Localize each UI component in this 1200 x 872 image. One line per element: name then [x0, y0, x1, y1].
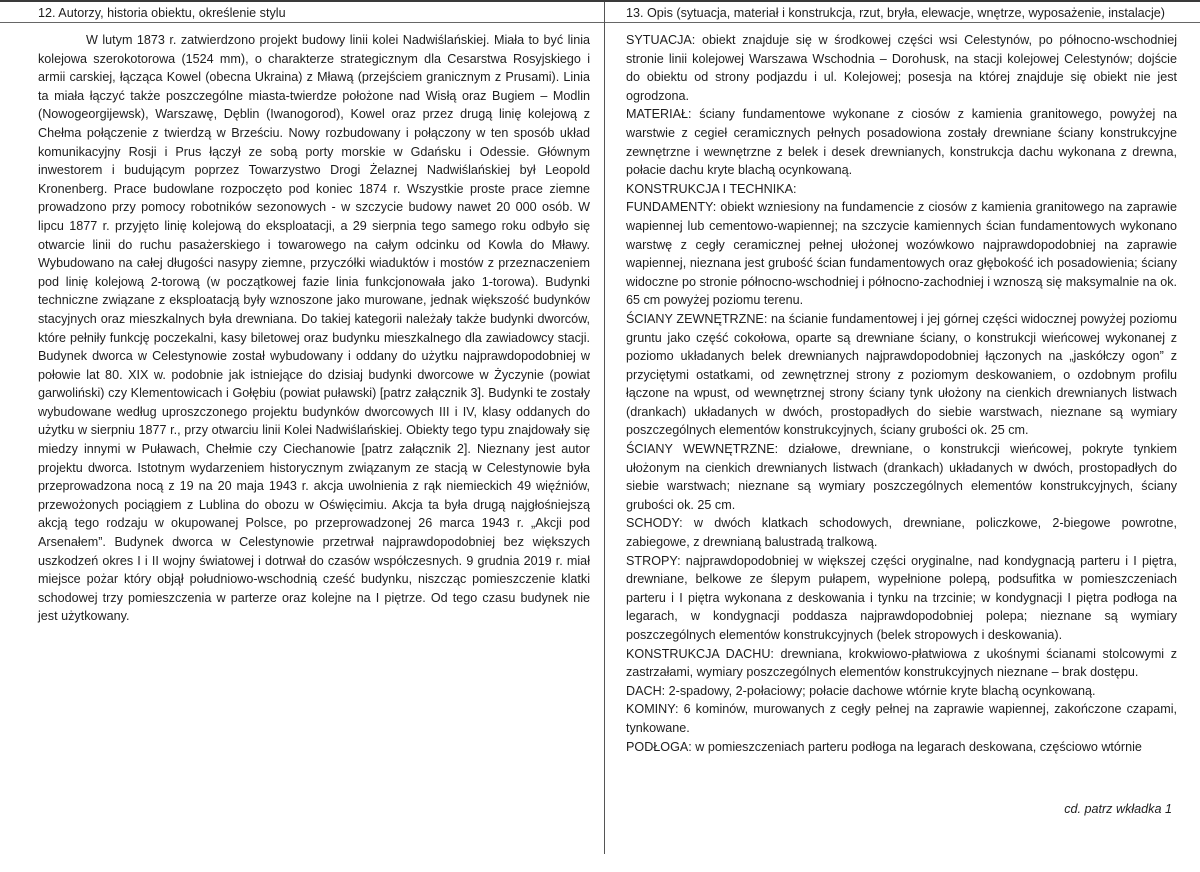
history-text	[38, 31, 590, 626]
situation-paragraph: SYTUACJA: obiekt znajduje się w środkowej części wsi Celestynów, po północno-wschodniej stronie linii kolejowej Warszawa Wschodnia – Dorohusk, na stacji kolejowej Celestynów; dojście do obiektu od strony podjazdu i ul. Kolejowej; posesja na której znajduje się obiekt nie jest ogrodzona.	[626, 33, 1177, 103]
foundations-paragraph: FUNDAMENTY: obiekt wzniesiony na fundamencie z ciosów z kamienia granitowego na zaprawie wapiennej lub cementowo-wapiennej; na szczycie kamiennych ścian fundamentowych wykonano warstwę z cegły ceramicznej pełnej ułożonej wozówkowo najprawdopodobniej na zaprawie wapiennej, nieznana jest grubość ścian fundamentowych oraz głębokość ich posadowienia; ściany widoczne po stronie północno-wschodniej i północno-zachodniej i wznoszą się maksymalnie na ok. 65 cm powyżej poziomu terenu.	[626, 200, 1177, 308]
roof-paragraph: DACH: 2-spadowy, 2-połaciowy; połacie dachowe wtórnie kryte blachą ocynkowaną.	[626, 683, 1096, 698]
history-paragraph: W lutym 1873 r. zatwierdzono projekt budowy linii kolei Nadwiślańskiej. Miała to być linia kolejowa szerokotorowa (1524 mm), o charakterze strategicznym dla Cesarstwa Rosyjskiego i armii carskiej, łącząca Kowel (obecna Ukraina) z Mławą (przejściem granicznym z Prusami). Linia ta miała łączyć także poszczególne miasta-twierdze położone nad Wisłą oraz Bugiem – Modlin (Nowogeorgijewsk), Warszawę, Dęblin (Iwanogorod), Kowel oraz przez drugą linię kolejową z Chełma połączenie z twierdzą w Brześciu. Nowy rozbudowany i połączony w ten sposób układ komunikacyjny Rosji i Prus łączył ze sobą porty morskie w Gdańsku i Odessie. Głównym inwestorem i budującym poprzez Towarzystwo Drogi Żelaznej Nadwiślańskiej był Leopold Kronenberg. Prace budowlane rozpoczęto pod koniec 1874 r. Wszystkie proste prace ziemne prowadzono przy pomocy robotników sezonowych - w szczycie budowy nawet 20 000 osób. W lipcu 1877 r. przyjęto linię kolejową do eksploatacji, a 29 sierpnia tego samego roku odbyło się otwarcie linii do ruchu pasażerskiego i towarowego na całym odcinku od Kowla do Mławy. Wybudowano na całej długości nasypy ziemne, przyczółki wiaduktów i mostów z przeznaczeniem pod linię kolejową 2-torową (w początkowej fazie linia funkcjonowała jako 1-torowa). Budynki techniczne związane z eksploatacją były wznoszone jako murowane, jednak większość budynków stacyjnych oraz mieszkalnych była drewniana. Do takiej kategorii należały także budynki dworców, które pełniły funkcję poczekalni, kasy biletowej oraz budynku mieszkalnego dla zawiadowcy stacji. Budynek dworca w Celestynowie został wybudowany i oddany do użytku najprawdopodobniej w połowie lat 80. XIX w. podobnie jak istniejące do dzisiaj budynki dworcowe w Życzynie (powiat garwoliński) czy Klementowicach i Gołębiu (powiat puławski) [patrz załącznik 3]. Budynki te zostały wybudowane według uproszczonego projektu budynków dworcowych III i IV, klasy oddanych do użytku w sierpniu 1877 r., przy otwarciu linii Kolei Nadwiślańskiej. Obiekty tego typu znajdowały się miedzy innymi w Puławach, Chełmie czy Ciechanowie [patrz załącznik 2]. Nieznany jest autor projektu dworca. Istotnym wydarzeniem historycznym związanym ze stacją w Celestynowie była przeprowadzona nocą z 19 na 20 maja 1943 r. akcja uwolnienia z rąk niemieckich 49 więźniów, przewożonych pociągiem z Lublina do obozu w Oświęcimiu. Akcja ta była drugą najgłośniejszą akcją tego rodzaju w okupowanej Polsce, po przeprowadzonej 26 marca 1943 r. „Akcji pod Arsenałem”. Budynek dworca w Celestynowie przetrwał najprawdopodobniej bez większych uszkodzeń okres I i II wojny światowej i dotrwał do czasów współczesnych. 9 grudnia 2019 r. miał miejsce pożar który objął południowo-wschodnią cześć budynku, niszcząc pomieszczenie klatki schodowej trzy pomieszczenia w parterze oraz kolejne na I piętrze. Od tego czasu budynek nie jest użytkowany.	[38, 33, 590, 624]
roof-construction-paragraph: KONSTRUKCJA DACHU: drewniana, krokwiowo-płatwiowa z ukośnymi ścianami stolcowymi z zastrzałami, wymiary poszczególnych elementów konstrukcyjnych nieznane – brak dostępu.	[626, 646, 1177, 680]
chimneys-paragraph: KOMINY: 6 kominów, murowanych z cegły pełnej na zaprawie wapiennej, zakończone czapami, tynkowane.	[626, 702, 1177, 735]
description-column	[605, 2, 1200, 756]
floor-paragraph: PODŁOGA: w pomieszczeniach parteru podłoga na legarach deskowana, częściowo wtórnie	[626, 739, 1142, 754]
material-paragraph: MATERIAŁ: ściany fundamentowe wykonane z ciosów z kamienia granitowego, powyżej na warstwie z cegieł ceramicznych pełnych posadowiona zostały drewniane ściany konstrukcyjne zewnętrzne i wewnętrzne z belek i desek drewnianych, konstrukcja dachu wykonana z drewna, połacie dachu kryte blachą ocynkowaną.	[626, 107, 1177, 178]
description-text	[622, 31, 1177, 756]
internal-walls-paragraph: ŚCIANY WEWNĘTRZNE: działowe, drewniane, o konstrukcji wieńcowej, pokryte tynkiem ułożonym na cienkich drewnianych listwach (drankach) układanych w dwóch, prostopadłych do siebie warstwach; nieznane są wymiary poszczególnych elementów konstrukcyjnych, ściany grubości ok. 25 cm.	[626, 442, 1177, 512]
continuation-note: cd. patrz wkładka 1	[1064, 802, 1172, 816]
ceilings-paragraph: STROPY: najprawdopodobniej w większej części oryginalne, nad kondygnacją parteru i I piętra, drewniane, belkowe ze ślepym pułapem, wypełnione polepą, podsufitka w pomieszczeniach parteru i I piętra wykonana z deskowania i tynku na trzcinie; w kondygnacji I piętra podłoga na legarach, w kondygnacji poddasza najprawdopodobniej polepa; nieznane są wymiary poszczególnych elementów konstrukcyjnych (belek stropowych i deskowania).	[626, 553, 1177, 642]
construction-label: KONSTRUKCJA I TECHNIKA:	[626, 181, 797, 196]
stairs-paragraph: SCHODY: w dwóch klatkach schodowych, drewniane, policzkowe, 2-biegowe powrotne, zabiegowe, z drewnianą balustradą tralkową.	[626, 516, 1177, 550]
external-walls-paragraph: ŚCIANY ZEWNĘTRZNE: na ścianie fundamentowej i jej górnej części widocznej powyżej poziomu gruntu jako część cokołowa, oparte są drewniane ściany, o konstrukcji wieńcowej wykonanej z poziomo układanych belek drewnianych najprawdopodobniej łączonych na „jaskółczy ogon” z przyciętymi ostatkami, od zewnętrznej strony z poziomym deskowaniem, o ozdobnym profilu łączone na wpust, od wewnętrznej strony ściany tynk ułożony na cienkich drewnianych listwach (drankach) układanych w dwóch, prostopadłych do siebie warstwach, nieznane są wymiary poszczególnych elementów konstrukcyjnych, ściany grubości ok. 25 cm.	[626, 311, 1177, 438]
section-12-heading: 12. Autorzy, historia obiektu, określenie stylu	[38, 6, 286, 20]
history-column	[0, 2, 604, 626]
section-13-heading: 13. Opis (sytuacja, materiał i konstrukcja, rzut, bryła, elewacje, wnętrze, wyposażenie, instalacje)	[626, 6, 1165, 20]
